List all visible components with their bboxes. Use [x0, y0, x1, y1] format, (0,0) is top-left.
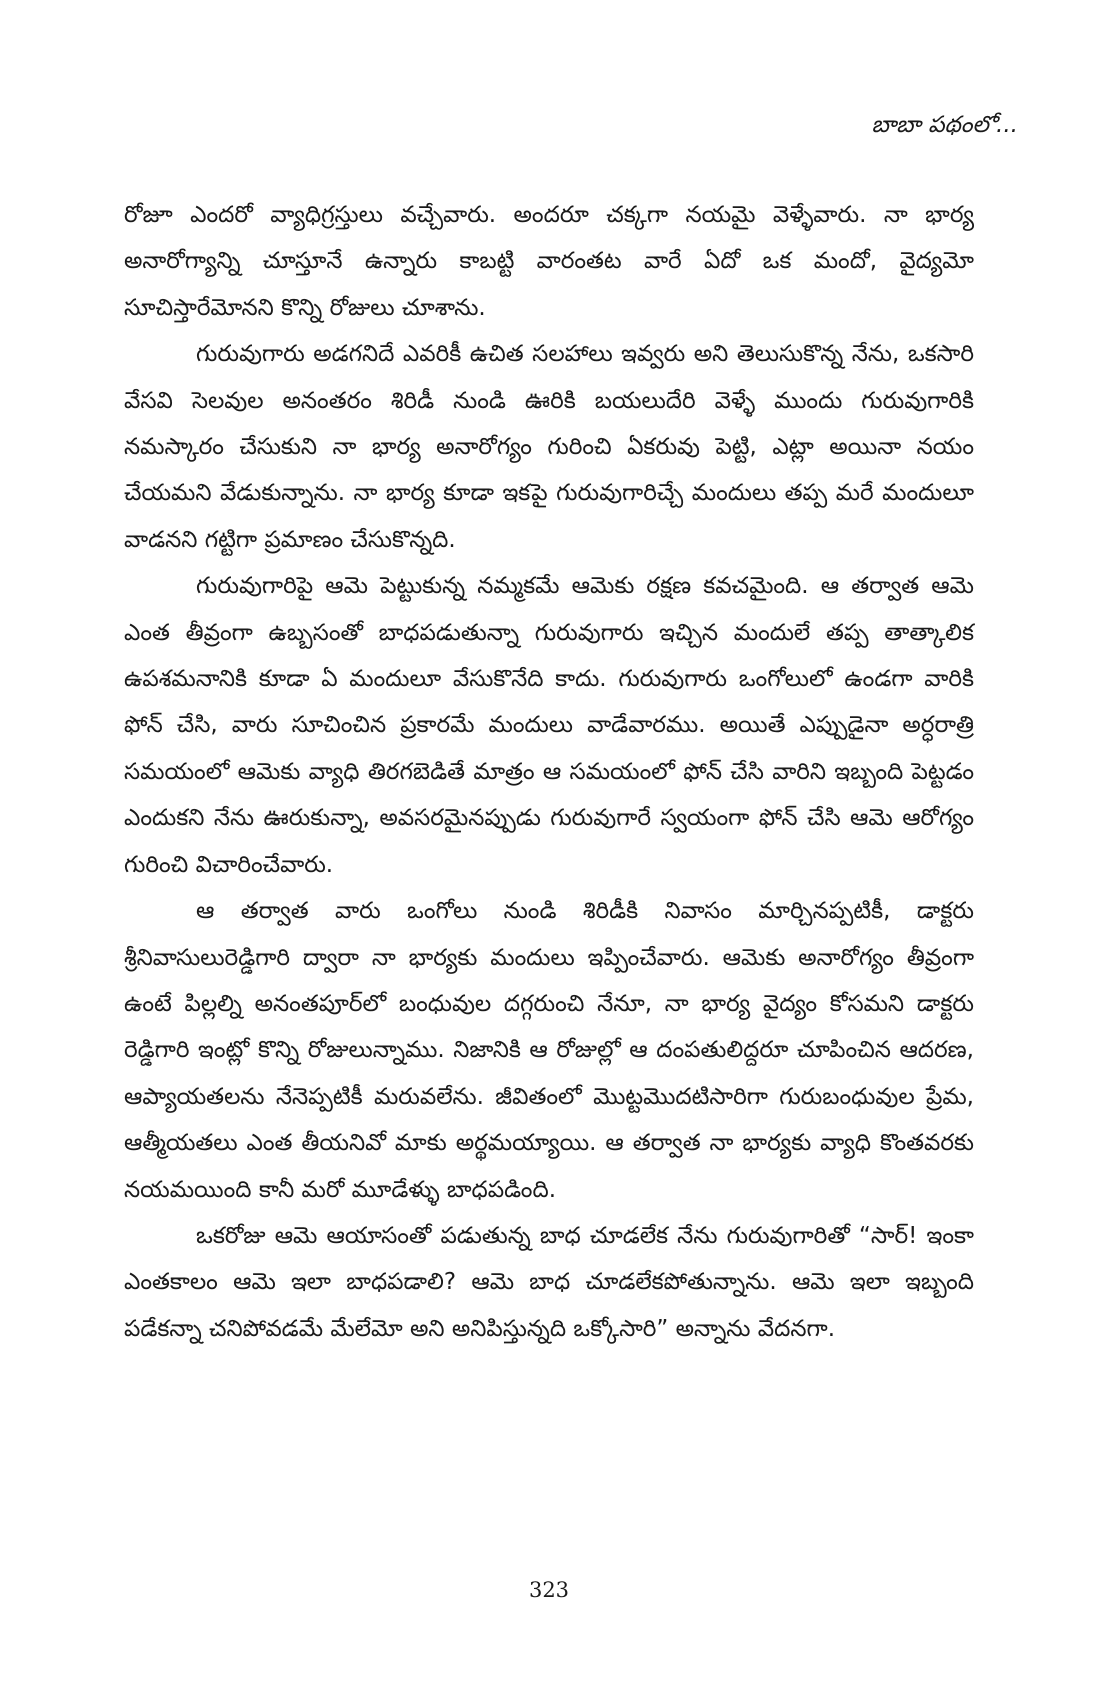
paragraph: రోజూ ఎందరో వ్యాధిగ్రస్తులు వచ్చేవారు. అందరూ చక్కగా నయమై వెళ్ళేవారు. నా భార్య అనారోగ్యాన్ని చూస్తూనే ఉన్నారు కాబట్టి వారంతట వారే ఏదో ఒక మందో, వైద్యమో సూచిస్తారేమోనని కొన్ని రోజులు చూశాను. — [124, 202, 974, 321]
paragraph: ఒకరోజు ఆమె ఆయాసంతో పడుతున్న బాధ చూడలేక నేను గురువుగారితో “సార్! ఇంకా ఎంతకాలం ఆమె ఇలా బాధపడాలి? ఆమె బాధ చూడలేకపోతున్నాను. ఆమె ఇలా ఇబ్బంది పడేకన్నా చనిపోవడమే మేలేమో అని అనిపిస్తున్నది ఒక్కోసారి” అన్నాను వేదనగా. — [124, 1222, 974, 1342]
page-number: 323 — [528, 1578, 570, 1602]
paragraph: గురువుగారు అడగనిదే ఎవరికీ ఉచిత సలహాలు ఇవ్వరు అని తెలుసుకొన్న నేను, ఒకసారి వేసవి సెలవుల అనంతరం శిరిడీ నుండి ఊరికి బయలుదేరి వెళ్ళే ముందు గురువుగారికి నమస్కారం చేసుకుని నా భార్య అనారోగ్యం గురించి ఏకరువు పెట్టి, ఎట్లా అయినా నయం చేయమని వేడుకున్నాను. నా భార్య కూడా ఇకపై గురువుగారిచ్చే మందులు తప్ప మరే మందులూ వాడనని గట్టిగా ప్రమాణం చేసుకొన్నది. — [124, 341, 974, 553]
paragraph: ఆ తర్వాత వారు ఒంగోలు నుండి శిరిడీకి నివాసం మార్చినప్పటికీ, డాక్టరు శ్రీనివాసులురెడ్డిగారి ద్వారా నా భార్యకు మందులు ఇప్పించేవారు. ఆమెకు అనారోగ్యం తీవ్రంగా ఉంటే పిల్లల్ని అనంతపూర్‌లో బంధువుల దగ్గరుంచి నేనూ, నా భార్య వైద్యం కోసమని డాక్టరు రెడ్డిగారి ఇంట్లో కొన్ని రోజులున్నాము. నిజానికి ఆ రోజుల్లో ఆ దంపతులిద్దరూ చూపించిన ఆదరణ, ఆప్యాయతలను నేనెప్పటికీ మరువలేను. జీవితంలో మొట్టమొదటిసారిగా గురుబంధువుల ప్రేమ, ఆత్మీయతలు ఎంత తీయనివో మాకు అర్థమయ్యాయి. ఆ తర్వాత నా భార్యకు వ్యాధి కొంతవరకు నయమయింది కానీ మరో మూడేళ్ళు బాధపడింది. — [124, 898, 974, 1203]
paragraph: గురువుగారిపై ఆమె పెట్టుకున్న నమ్మకమే ఆమెకు రక్షణ కవచమైంది. ఆ తర్వాత ఆమె ఎంత తీవ్రంగా ఉబ్బసంతో బాధపడుతున్నా గురువుగారు ఇచ్చిన మందులే తప్ప తాత్కాలిక ఉపశమనానికి కూడా ఏ మందులూ వేసుకొనేది కాదు. గురువుగారు ఒంగోలులో ఉండగా వారికి ఫోన్ చేసి, వారు సూచించిన ప్రకారమే మందులు వాడేవారము. అయితే ఎప్పుడైనా అర్ధరాత్రి సమయంలో ఆమెకు వ్యాధి తిరగబెడితే మాత్రం ఆ సమయంలో ఫోన్ చేసి వారిని ఇబ్బంది పెట్టడం ఎందుకని నేను ఊరుకున్నా, అవసరమైనప్పుడు గురువుగారే స్వయంగా ఫోన్ చేసి ఆమె ఆరోగ్యం గురించి విచారించేవారు. — [124, 573, 974, 878]
body-text — [124, 192, 974, 1352]
running-header: బాబా పథంలో... — [871, 112, 1018, 138]
